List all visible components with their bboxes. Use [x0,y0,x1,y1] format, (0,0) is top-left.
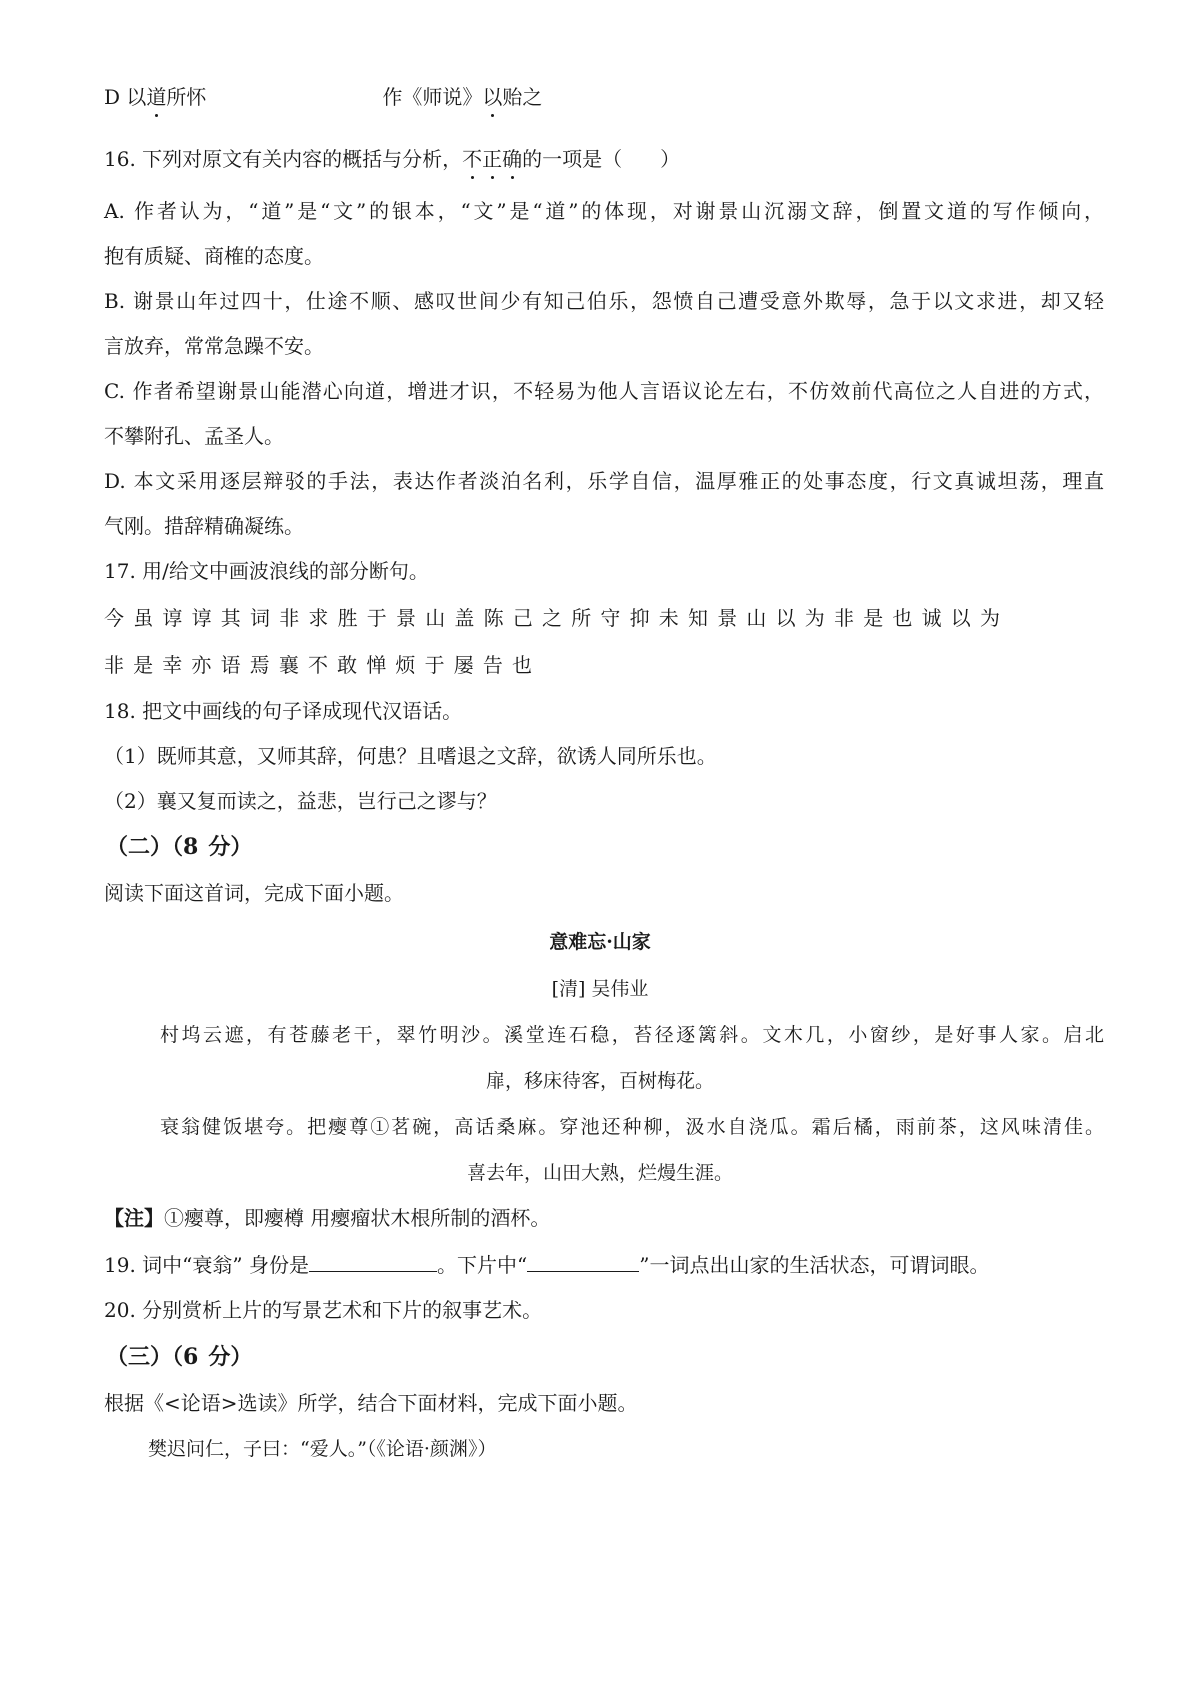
poem-stanza2-line1: 衰翁健饭堪夸。把瘿尊①茗碗，高话桑麻。穿池还种柳，汲水自浇瓜。霜后橘，雨前茶，这风味清佳。 [160,1116,1104,1138]
q15-option-d [104,82,542,112]
section-2-heading-text-end: 分） [208,834,253,860]
q16-emphasis-char: 正 [482,147,503,171]
q15-d-right-text: 作《师说》 [382,85,483,109]
q16-stem-text: 16. 下列对原文有关内容的概括与分析， [104,147,463,171]
section-3-heading-text-end: 分） [208,1344,253,1370]
note-text: ①瘿尊，即瘿樽 用瘿瘤状木根所制的酒杯。 [164,1206,551,1230]
q16-option-a-line1: A. 作者认为，“道”是“文”的银本，“文”是“道”的体现，对谢景山沉溺文辞，倒置文道的写作倾向， [104,199,1104,223]
poem-stanza1-line2: 扉，移床待客，百树梅花。 [485,1070,714,1092]
q16-emphasis-char: 不 [462,147,483,171]
q18-item-2: （2）襄又复而读之，益悲，岂行己之谬与？ [104,789,497,813]
q19-text-mid: 。下片中“ [436,1253,528,1277]
q19 [104,1250,989,1280]
poem-note [104,1203,550,1233]
q17-text-line1: 今虽谆谆其词非求胜于景山盖陈己之所守抑未知景山以为非是也诚以为 [104,606,1000,630]
poem-stanza2-line2: 喜去年，山田大熟，烂熳生涯。 [466,1162,733,1184]
poem-author: [清] 吴伟业 [551,978,649,1000]
q16-option-c-line2: 不攀附孔、孟圣人。 [104,424,284,448]
poem-title: 意难忘·山家 [549,931,651,953]
q15-d-left-text-end: 所怀 [166,85,207,109]
q19-text-end: ”一词点出山家的生活状态，可谓词眼。 [639,1253,990,1277]
section-3-quote: 樊迟问仁，子曰：“爱人。”（《论语·颜渊》） [148,1438,497,1460]
section-2-heading-text: （二）（8 [106,834,199,860]
q15-d-emphasis-char: 道 [146,85,167,109]
section-3-heading [106,1342,252,1372]
q15-d-emphasis-char-2: 以 [482,85,503,109]
q16-stem-text-end: 的一项是（ [522,147,623,171]
q18-stem: 18. 把文中画线的句子译成现代汉语话。 [104,699,463,723]
q16-stem [104,144,680,174]
q19-blank-2[interactable] [527,1251,639,1272]
section-2-intro: 阅读下面这首词，完成下面小题。 [104,881,404,905]
section-3-heading-text: （三）（6 [106,1344,199,1370]
q16-option-d-line2: 气刚。措辞精确凝练。 [104,514,304,538]
q17-stem: 17. 用/给文中画波浪线的部分断句。 [104,559,429,583]
q16-option-b-line1: B. 谢景山年过四十，仕途不顺、感叹世间少有知己伯乐，怨愤自己遭受意外欺辱，急于以文求进，却又轻 [104,289,1104,313]
q19-text: 19. 词中“衰翁” 身份是 [104,1253,309,1277]
q16-emphasis-char: 确 [502,147,523,171]
section-3-intro: 根据《<论语>选读》所学，结合下面材料，完成下面小题。 [104,1391,638,1415]
poem-stanza1-line1: 村坞云遮，有苍藤老干，翠竹明沙。溪堂连石稳，苔径逐篱斜。文木几，小窗纱，是好事人家。启北 [160,1024,1104,1046]
q16-option-c-line1: C. 作者希望谢景山能潜心向道，增进才识，不轻易为他人言语议论左右，不仿效前代高位之人自进的方式， [104,379,1104,403]
q16-option-a-line2: 抱有质疑、商榷的态度。 [104,244,324,268]
q19-blank-1[interactable] [309,1251,437,1272]
q16-stem-close: ） [660,147,681,171]
q15-d-right-text-end: 贻之 [502,85,543,109]
q18-item-1: （1）既师其意，又师其辞，何患？且嗜退之文辞，欲诱人同所乐也。 [104,744,717,768]
q15-d-left-text: D 以 [104,85,147,109]
note-label: 【注】 [104,1206,164,1230]
section-2-heading [106,832,252,862]
q16-option-b-line2: 言放弃，常常急躁不安。 [104,334,324,358]
q17-text-line2: 非是幸亦语焉襄不敢惮烦于屡告也 [104,653,532,677]
q20: 20. 分别赏析上片的写景艺术和下片的叙事艺术。 [104,1298,543,1322]
q16-option-d-line1: D. 本文采用逐层辩驳的手法，表达作者淡泊名利，乐学自信，温厚雅正的处事态度，行文真诚坦荡，理直 [104,469,1104,493]
